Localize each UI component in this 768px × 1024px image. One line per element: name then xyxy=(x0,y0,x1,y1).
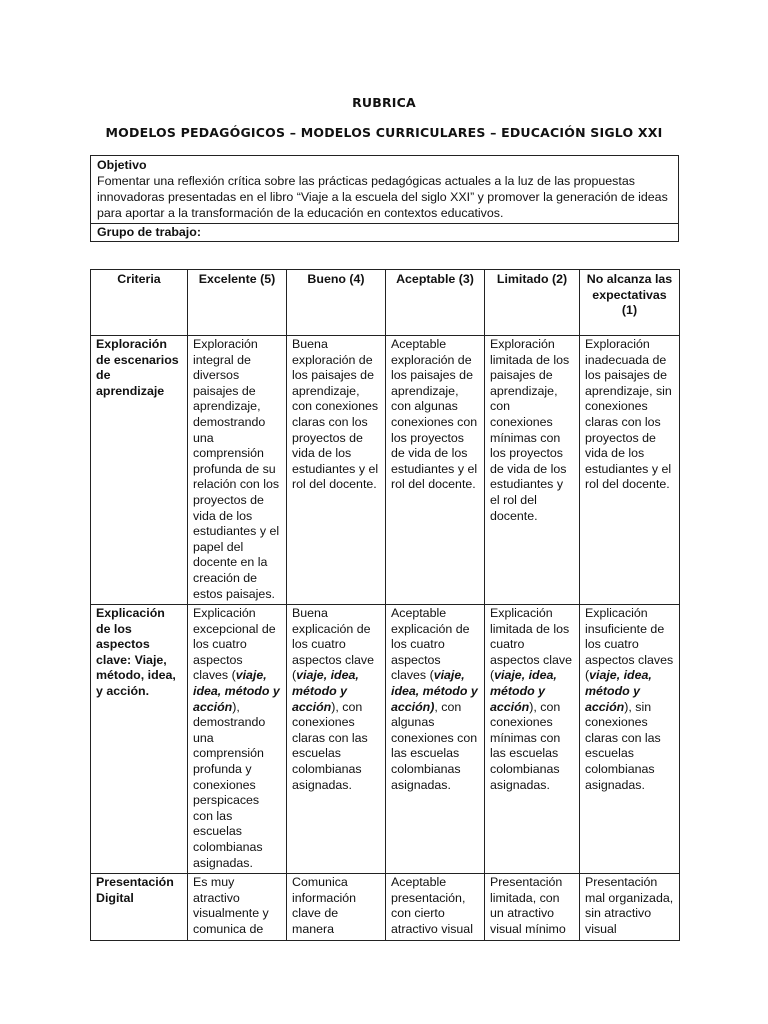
table-row xyxy=(91,874,680,940)
rubric-cell xyxy=(580,605,680,874)
cell-text: Explicación excepcional de los cuatro aspectos claves ( xyxy=(193,606,276,683)
criteria-cell: Explicación de los aspectos clave: Viaje, método, idea, y acción. xyxy=(91,605,188,874)
cell-text: Explicación insuficiente de los cuatro aspectos claves ( xyxy=(585,606,674,683)
rubric-cell: Presentación limitada, con un atractivo visual mínimo xyxy=(485,874,580,940)
cell-text: Buena explicación de los cuatro aspectos clave ( xyxy=(292,606,374,683)
rubric-cell xyxy=(287,605,386,874)
rubric-cell: Comunica información clave de manera xyxy=(287,874,386,940)
rubric-cell: Exploración inadecuada de los paisajes de aprendizaje, sin conexiones claras con los proyectos de vida de los estudiantes y el rol del docente. xyxy=(580,336,680,605)
table-row xyxy=(91,605,680,874)
rubric-cell: Presentación mal organizada, sin atractivo visual xyxy=(580,874,680,940)
cell-emphasis: viaje, idea, método y acción) xyxy=(391,668,478,714)
criteria-cell: Presentación Digital xyxy=(91,874,188,940)
document-title: RUBRICA xyxy=(352,95,416,110)
rubric-cell: Aceptable presentación, con cierto atractivo visual xyxy=(386,874,485,940)
cell-text: ), demostrando una comprensión profunda y conexiones perspicaces con las escuelas colombianas asignadas. xyxy=(193,699,266,870)
table-header-row xyxy=(91,270,680,336)
rubric-cell: Es muy atractivo visualmente y comunica de xyxy=(188,874,287,940)
header-excelente: Excelente (5) xyxy=(188,270,287,336)
objective-box xyxy=(90,155,679,242)
rubric-cell: Buena exploración de los paisajes de aprendizaje, con conexiones claras con los proyectos de vida de los estudiantes y el rol del docente. xyxy=(287,336,386,605)
rubric-cell: Exploración integral de diversos paisajes de aprendizaje, demostrando una comprensión profunda de su relación con los proyectos de vida de los estudiantes y el papel del docente en la creación de estos paisajes. xyxy=(188,336,287,605)
rubric-cell: Aceptable exploración de los paisajes de aprendizaje, con algunas conexiones con los proyectos de vida de los estudiantes y el rol del docente. xyxy=(386,336,485,605)
header-criteria: Criteria xyxy=(91,270,188,336)
header-bueno: Bueno (4) xyxy=(287,270,386,336)
cell-text: ), sin conexiones claras con las escuelas colombianas asignadas. xyxy=(585,699,661,792)
group-label: Grupo de trabajo: xyxy=(91,223,678,241)
objective-label: Objetivo xyxy=(97,158,147,172)
header-no-alcanza: No alcanza las expectativas (1) xyxy=(580,270,680,336)
rubric-cell xyxy=(386,605,485,874)
objective-text: Fomentar una reflexión crítica sobre las prácticas pedagógicas actuales a la luz de las propuestas innovadoras presentadas en el libro “Viaje a la escuela del siglo XXI” y promover la generación de ideas para aportar a la transformación de la educación en contextos educativos. xyxy=(97,174,668,220)
cell-text: ), con conexiones claras con las escuelas colombianas asignadas. xyxy=(292,699,368,792)
cell-text: Explicación limitada de los cuatro aspectos clave ( xyxy=(490,606,572,683)
document-subtitle: MODELOS PEDAGÓGICOS – MODELOS CURRICULARES – EDUCACIÓN SIGLO XXI xyxy=(105,125,663,140)
rubric-table xyxy=(90,269,680,941)
header-aceptable: Aceptable (3) xyxy=(386,270,485,336)
cell-text: , con algunas conexiones con las escuelas colombianas asignadas. xyxy=(391,699,478,792)
cell-emphasis: viaje, idea, método y acción xyxy=(585,668,652,714)
cell-emphasis: viaje, idea, método y acción xyxy=(193,668,280,714)
rubric-cell xyxy=(485,605,580,874)
cell-emphasis: viaje, idea, método y acción xyxy=(292,668,359,714)
objective-section xyxy=(91,156,678,223)
cell-text: ), con conexiones mínimas con las escuelas colombianas asignadas. xyxy=(490,699,561,792)
cell-text: Aceptable explicación de los cuatro aspectos claves ( xyxy=(391,606,470,683)
rubric-cell xyxy=(188,605,287,874)
rubric-cell: Exploración limitada de los paisajes de aprendizaje, con conexiones mínimas con los proyectos de vida de los estudiantes y el rol del docente. xyxy=(485,336,580,605)
header-limitado: Limitado (2) xyxy=(485,270,580,336)
table-row xyxy=(91,336,680,605)
cell-emphasis: viaje, idea, método y acción xyxy=(490,668,557,714)
criteria-cell: Exploración de escenarios de aprendizaje xyxy=(91,336,188,605)
